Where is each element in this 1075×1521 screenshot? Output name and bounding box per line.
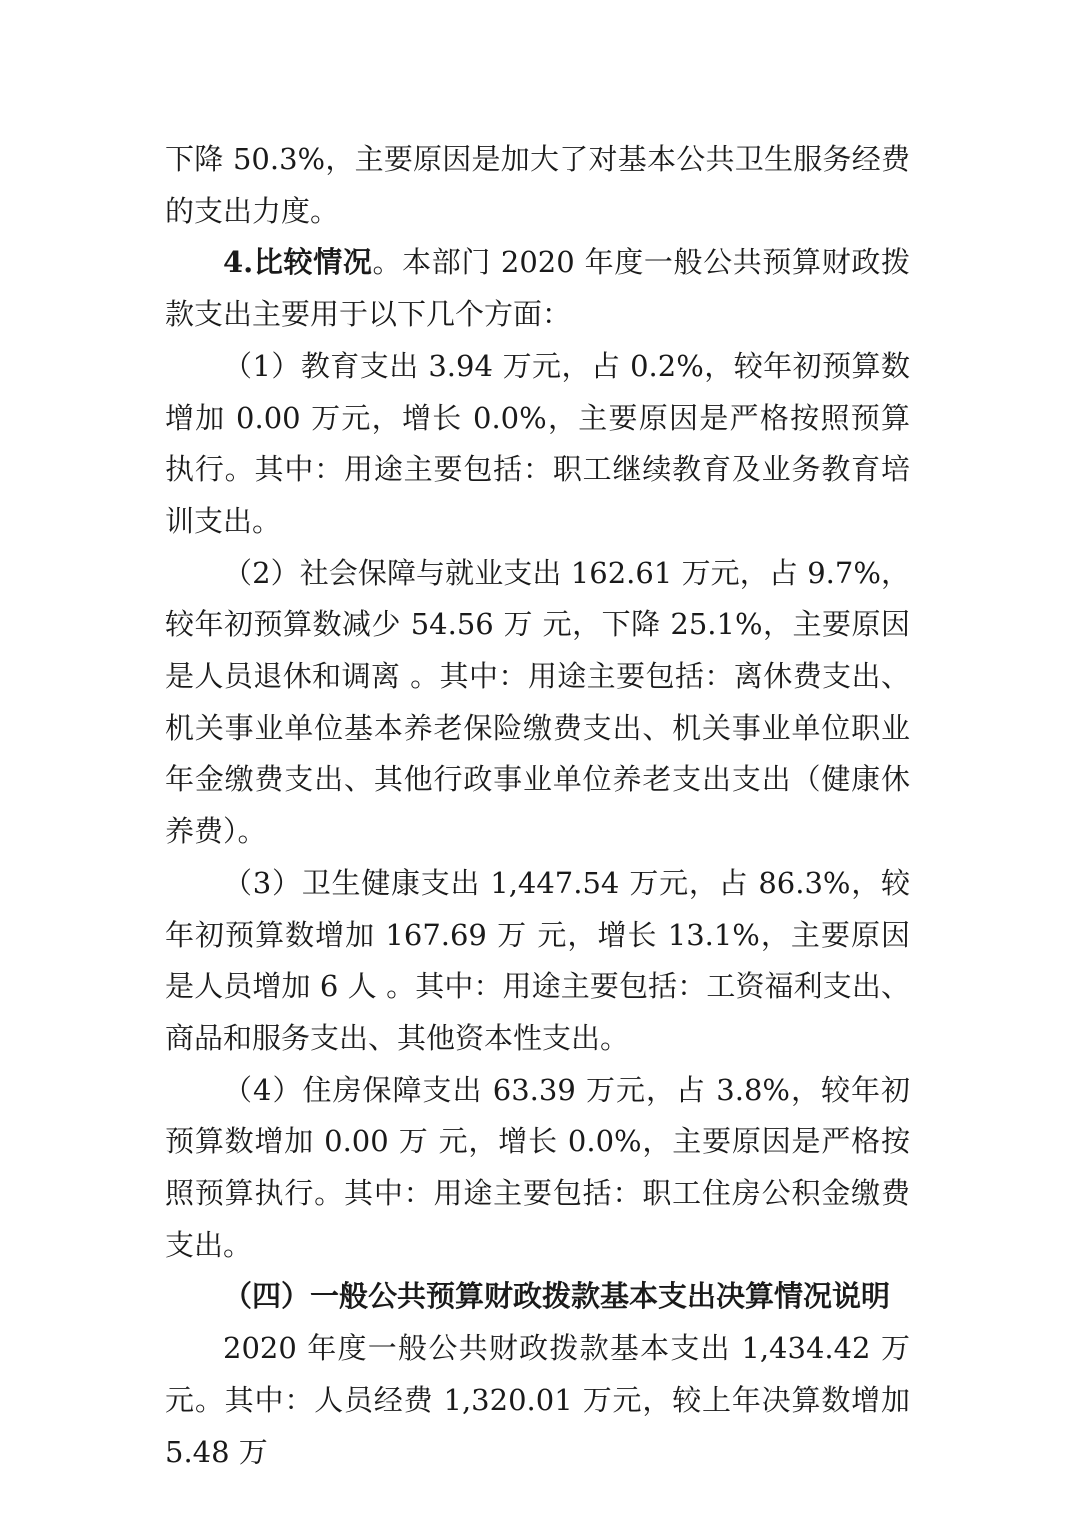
- section-heading: （四）一般公共预算财政拨款基本支出决算情况说明: [223, 1279, 891, 1314]
- paragraph-comparison: [165, 237, 910, 340]
- paragraph-text: 。本部门 2020 年度一般公共预算财政拨款支出主要用于以下几个方面：: [165, 245, 910, 332]
- paragraph-heading: 4.比较情况: [223, 245, 373, 280]
- paragraph-basic-expenditure: 2020 年度一般公共财政拨款基本支出 1,434.42 万元。其中：人员经费 1,320.01 万元，较上年决算数增加 5.48 万: [165, 1331, 910, 1469]
- paragraph-continuation: 下降 50.3%，主要原因是加大了对基本公共卫生服务经费的支出力度。: [165, 142, 910, 228]
- paragraph-housing: （4）住房保障支出 63.39 万元，占 3.8%，较年初预算数增加 0.00 万 元，增长 0.0%，主要原因是严格按照预算执行。其中：用途主要包括：职工住房公积金缴费支出。: [165, 1072, 910, 1262]
- paragraph-education: （1）教育支出 3.94 万元，占 0.2%，较年初预算数增加 0.00 万元，增长 0.0%，主要原因是严格按照预算执行。其中：用途主要包括：职工继续教育及业务教育培训支出。: [165, 348, 910, 538]
- paragraph-health: （3）卫生健康支出 1,447.54 万元，占 86.3%，较年初预算数增加 167.69 万 元，增长 13.1%，主要原因是人员增加 6 人 。其中：用途主要包括：工资福利支出、商品和服务支出、其他资本性支出。: [165, 865, 910, 1055]
- paragraph-social-security: （2）社会保障与就业支出 162.61 万元，占 9.7%，较年初预算数减少 54.56 万 元，下降 25.1%，主要原因是人员退休和调离 。其中：用途主要包括：离休费支出、机关事业单位基本养老保险缴费支出、机关事业单位职业年金缴费支出、其他行政事业单位养老支出支出（健康休养费）。: [165, 555, 910, 849]
- document-body: [165, 134, 910, 1478]
